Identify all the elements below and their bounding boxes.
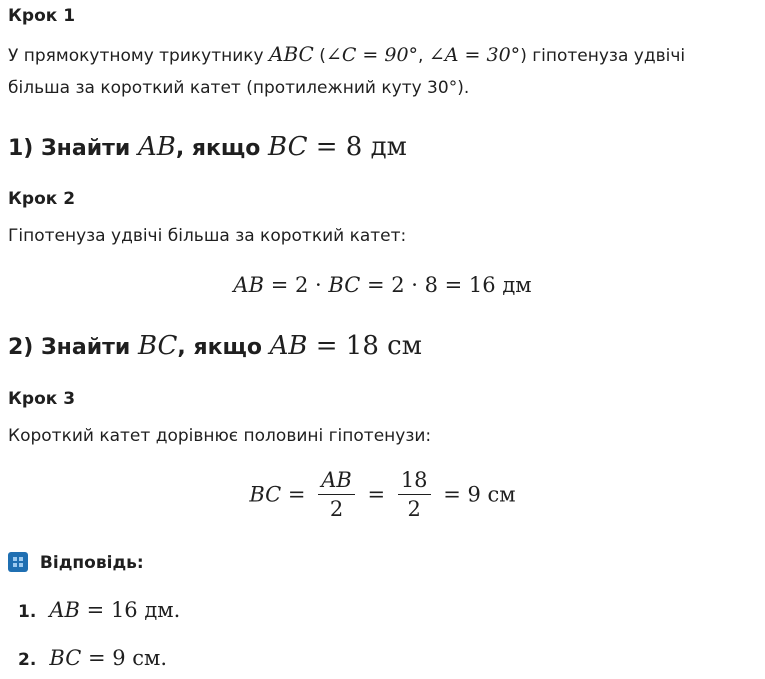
step-3-title: Крок 3 <box>8 389 76 409</box>
answer-item-1-value: = 16 <box>80 598 145 622</box>
step-1-title: Крок 1 <box>8 6 76 26</box>
answer-item-2-number: 2. <box>18 650 37 670</box>
condition-close: ) гіпотенуза удвічі <box>520 46 686 66</box>
fraction-2-denominator: 2 <box>407 497 421 521</box>
part-1-heading <box>8 132 407 162</box>
step-1-line-1 <box>8 42 685 66</box>
formula-bc: BC <box>328 273 361 297</box>
answer-item-1 <box>18 598 180 622</box>
part-2-given-unit: см <box>387 331 422 361</box>
answer-item-1-var: AB <box>49 598 80 622</box>
formula-eq1: = 2 · <box>264 273 329 297</box>
fraction-ab-over-2 <box>318 468 355 521</box>
fraction-lhs: BC <box>249 482 282 507</box>
step-1-text-prefix: У прямокутному трикутнику <box>8 46 270 66</box>
condition-comma: , <box>418 46 429 66</box>
step-3-formula <box>0 468 765 521</box>
formula-ab: AB <box>233 273 265 297</box>
part-1-given-var: BC <box>268 132 308 162</box>
part-2-given-eq: = 18 <box>307 331 388 361</box>
answer-item-2-unit: см. <box>132 646 168 670</box>
fraction-eq: = <box>287 482 306 507</box>
answer-item-1-number: 1. <box>18 602 37 622</box>
part-2-heading <box>8 331 422 361</box>
fraction-1-numerator: AB <box>321 468 352 492</box>
condition-open: ( <box>313 46 326 66</box>
answer-heading <box>8 552 144 573</box>
part-2-mid: , якщо <box>177 335 270 360</box>
answer-item-2 <box>18 646 167 670</box>
part-1-mid: , якщо <box>175 136 268 161</box>
part-2-find: BC <box>137 331 178 361</box>
part-2-given-var: AB <box>269 331 308 361</box>
part-1-prefix: 1) Знайти <box>8 136 138 161</box>
answer-item-2-value: = 9 <box>81 646 133 670</box>
step-1-line-2: більша за короткий катет (протилежний куту 30°). <box>8 78 470 98</box>
formula-unit: дм <box>502 273 532 297</box>
triangle-name: ABC <box>269 42 314 66</box>
angle-a: ∠A = 30° <box>428 44 521 66</box>
fraction-result: = 9 <box>443 482 488 507</box>
step-2-text: Гіпотенуза удвічі більша за короткий катет: <box>8 226 407 246</box>
part-1-given-eq: = 8 <box>307 132 371 162</box>
part-1-find: AB <box>137 132 176 162</box>
part-2-prefix: 2) Знайти <box>8 335 138 360</box>
formula-rest: = 2 · 8 = 16 <box>360 273 503 297</box>
fraction-2-numerator: 18 <box>400 468 428 492</box>
fraction-1-denominator: 2 <box>329 497 344 521</box>
step-2-title: Крок 2 <box>8 189 76 209</box>
answer-item-2-var: BC <box>49 646 82 670</box>
answer-title: Відповідь: <box>39 553 144 573</box>
answer-item-1-unit: дм. <box>144 598 181 622</box>
fraction-unit: см <box>487 482 516 507</box>
part-1-given-unit: дм <box>370 132 407 162</box>
fraction-eq-2: = <box>367 482 386 507</box>
fraction-18-over-2 <box>398 468 431 521</box>
angle-c: ∠C = 90° <box>325 44 419 66</box>
step-3-text: Короткий катет дорівнює половині гіпотенузи: <box>8 426 432 446</box>
abacus-icon <box>8 552 28 572</box>
step-2-formula <box>0 273 765 297</box>
